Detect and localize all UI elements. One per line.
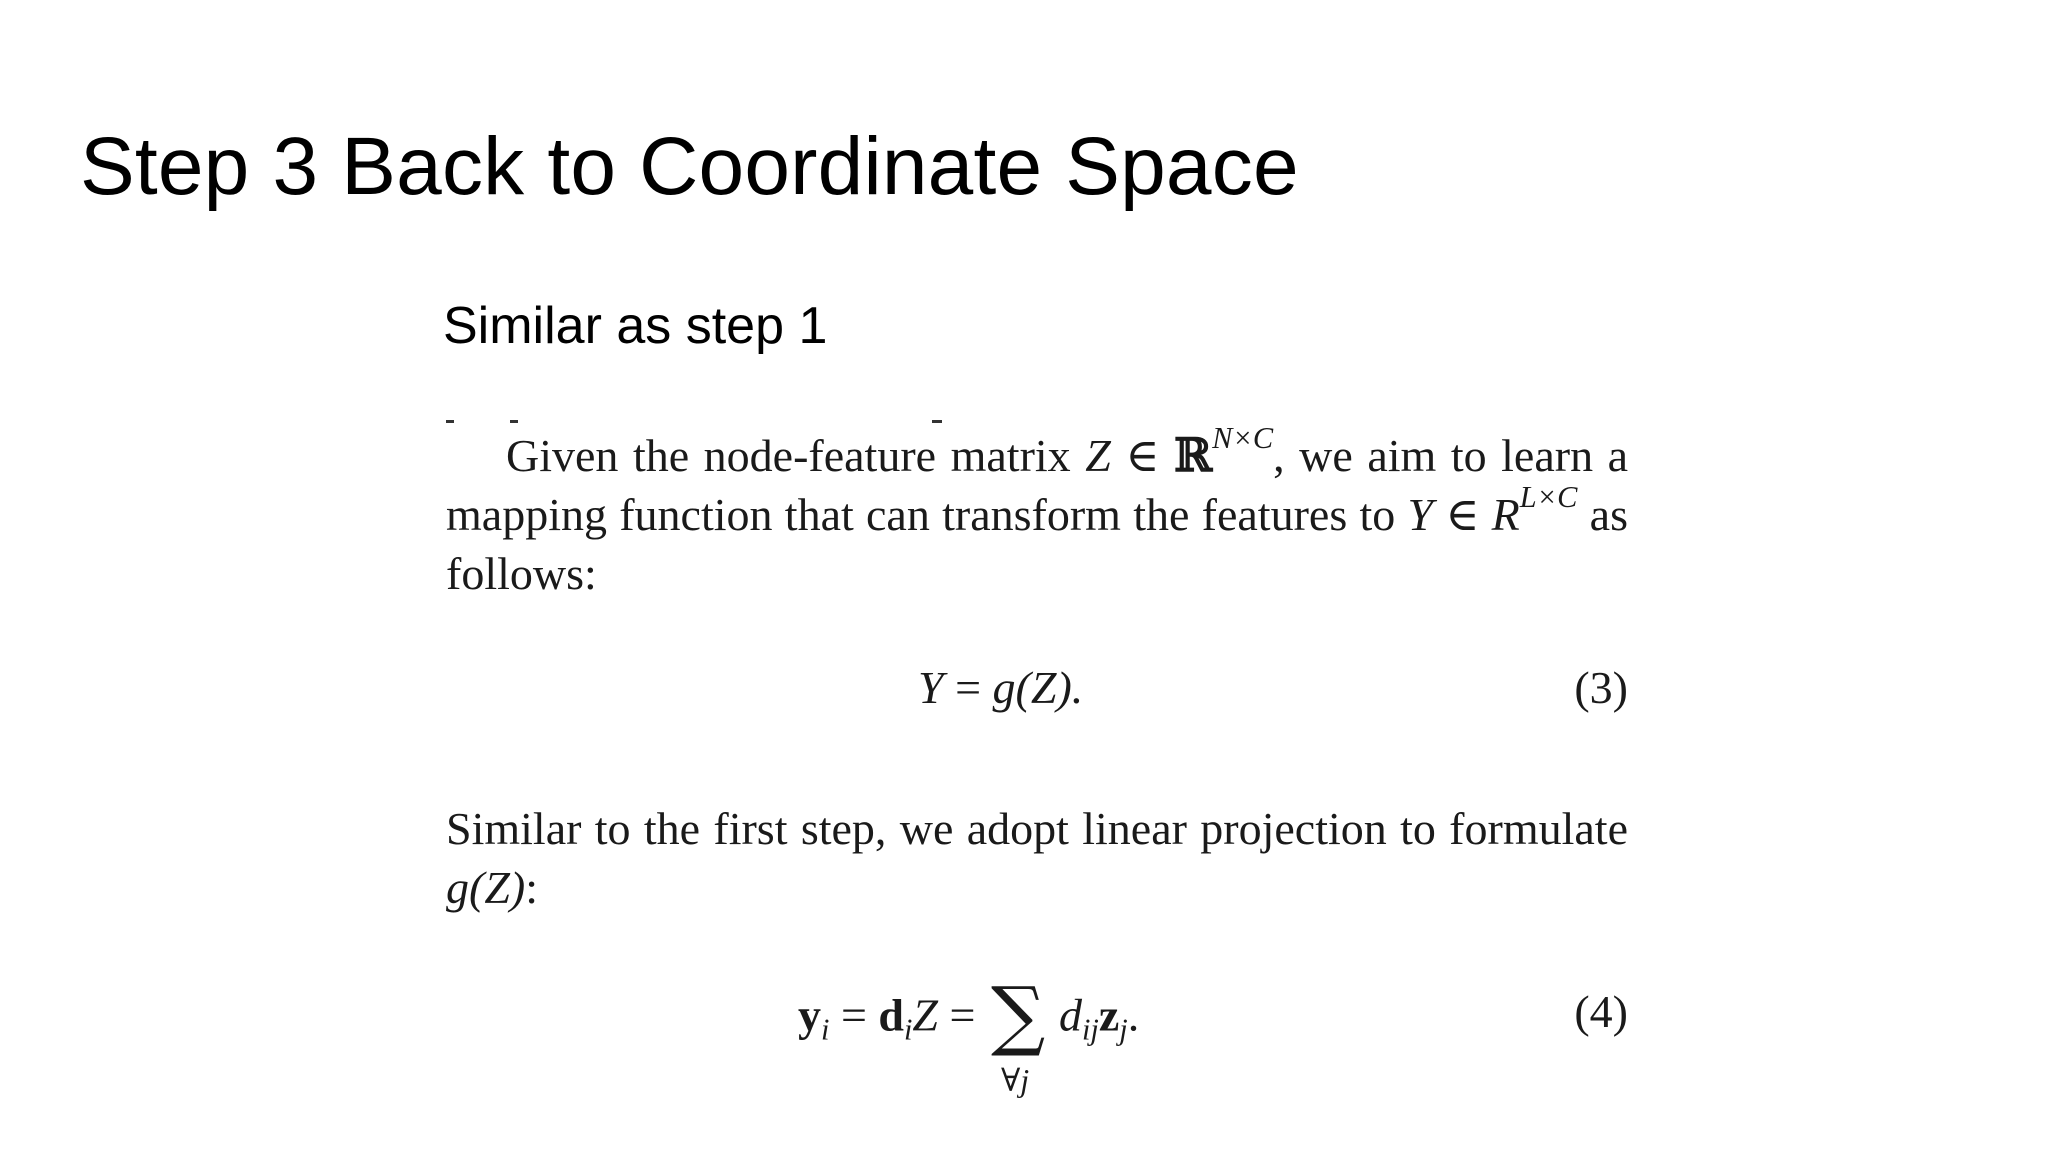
eq4-z-sub: j	[1119, 1012, 1128, 1047]
in-symbol-2: ∈	[1433, 489, 1492, 540]
eq4-y-sub: i	[821, 1012, 830, 1047]
summation-glyph: ∑	[990, 970, 1046, 1059]
equation-4	[446, 957, 1628, 1107]
eq4-d: d	[878, 989, 904, 1041]
real-numbers-symbol: ℝ	[1173, 428, 1213, 482]
slide-subtitle: Similar as step 1	[443, 297, 828, 355]
equation-4-number: (4)	[1574, 986, 1628, 1037]
summation-symbol	[990, 970, 1053, 1098]
superscript-LxC: L×C	[1519, 480, 1578, 515]
equation-4-body	[798, 970, 1140, 1098]
eq4-Z: Z	[912, 989, 939, 1041]
in-symbol-1: ∈	[1110, 430, 1174, 481]
paper-excerpt-image	[446, 420, 1628, 1107]
excerpt-paragraph-1	[446, 421, 1629, 603]
eq4-z: z	[1098, 989, 1120, 1041]
para2-text-2: :	[525, 862, 539, 913]
superscript-NxC: N×C	[1212, 421, 1274, 456]
eq3-rhs: g(Z).	[992, 662, 1084, 713]
slide-title: Step 3 Back to Coordinate Space	[80, 121, 1299, 212]
eq3-lhs: Y	[918, 662, 944, 713]
eq4-dij-sub: ij	[1081, 1012, 1099, 1047]
summation-index: ∀j	[1000, 1062, 1030, 1098]
eq4-period: .	[1127, 989, 1140, 1041]
eq4-y: y	[798, 989, 821, 1041]
para2-text-1: Similar to the first step, we adopt linear projection to formulate	[446, 803, 1628, 854]
para1-text-1: Given the node-feature matrix	[506, 430, 1086, 481]
equation-3-body	[918, 661, 1083, 714]
eq4-equals-2: =	[938, 989, 987, 1041]
eq4-equals-1: =	[829, 989, 879, 1041]
excerpt-paragraph-2	[446, 799, 1628, 917]
math-Y: Y	[1407, 489, 1434, 540]
eq3-equals: =	[943, 662, 993, 713]
para1-text-2: , we aim to learn a mapping function that can transform the features to	[446, 430, 1629, 540]
eq4-d-sub: i	[903, 1012, 913, 1047]
equation-3-number: (3)	[1574, 662, 1628, 713]
math-R: R	[1491, 489, 1520, 540]
math-Z: Z	[1085, 430, 1111, 481]
math-gZ: g(Z)	[446, 862, 526, 913]
eq4-dij: d	[1058, 989, 1082, 1041]
equation-3	[446, 627, 1628, 747]
para1-text-3: as follows:	[446, 489, 1628, 599]
